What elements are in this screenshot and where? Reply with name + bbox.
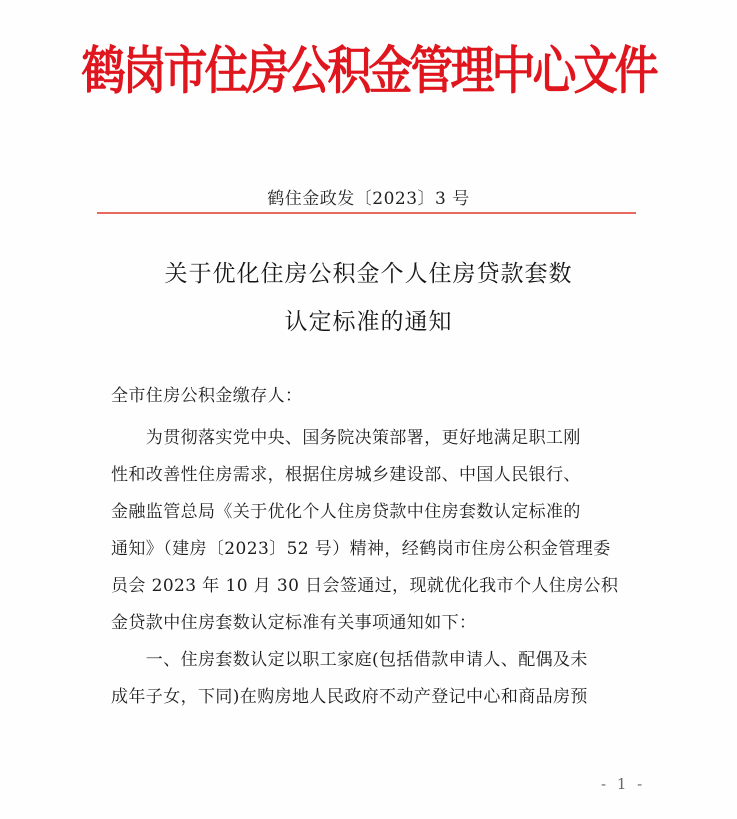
document-masthead: 鹤岗市住房公积金管理中心文件 [81, 41, 656, 102]
notice-title-line-2: 认定标准的通知 [284, 309, 453, 335]
red-divider-line [97, 212, 636, 214]
salutation: 全市住房公积金缴存人： [111, 386, 303, 406]
paragraph-line: 一、住房套数认定以职工家庭(包括借款申请人、配偶及未 [111, 650, 588, 670]
paragraph-line: 通知》（建房〔2023〕52 号）精神，经鹤岗市住房公积金管理委 [111, 539, 611, 559]
paragraph-line: 金贷款中住房套数认定标准有关事项通知如下： [111, 613, 477, 633]
document-number: 鹤住金政发〔2023〕3 号 [267, 189, 470, 209]
page-number: - 1 - [601, 775, 646, 793]
paragraph-line: 性和改善性住房需求，根据住房城乡建设部、中国人民银行、 [111, 465, 581, 485]
paragraph-line: 金融监管总局《关于优化个人住房贷款中住房套数认定标准的 [111, 502, 581, 522]
paragraph-line: 为贯彻落实党中央、国务院决策部署，更好地满足职工刚 [111, 428, 581, 448]
paragraph-line: 员会 2023 年 10 月 30 日会签通过，现就优化我市个人住房公积 [111, 576, 619, 596]
notice-title-line-1: 关于优化住房公积金个人住房贷款套数 [164, 261, 573, 287]
paragraph-line: 成年子女，下同)在购房地人民政府不动产登记中心和商品房预 [111, 687, 588, 707]
